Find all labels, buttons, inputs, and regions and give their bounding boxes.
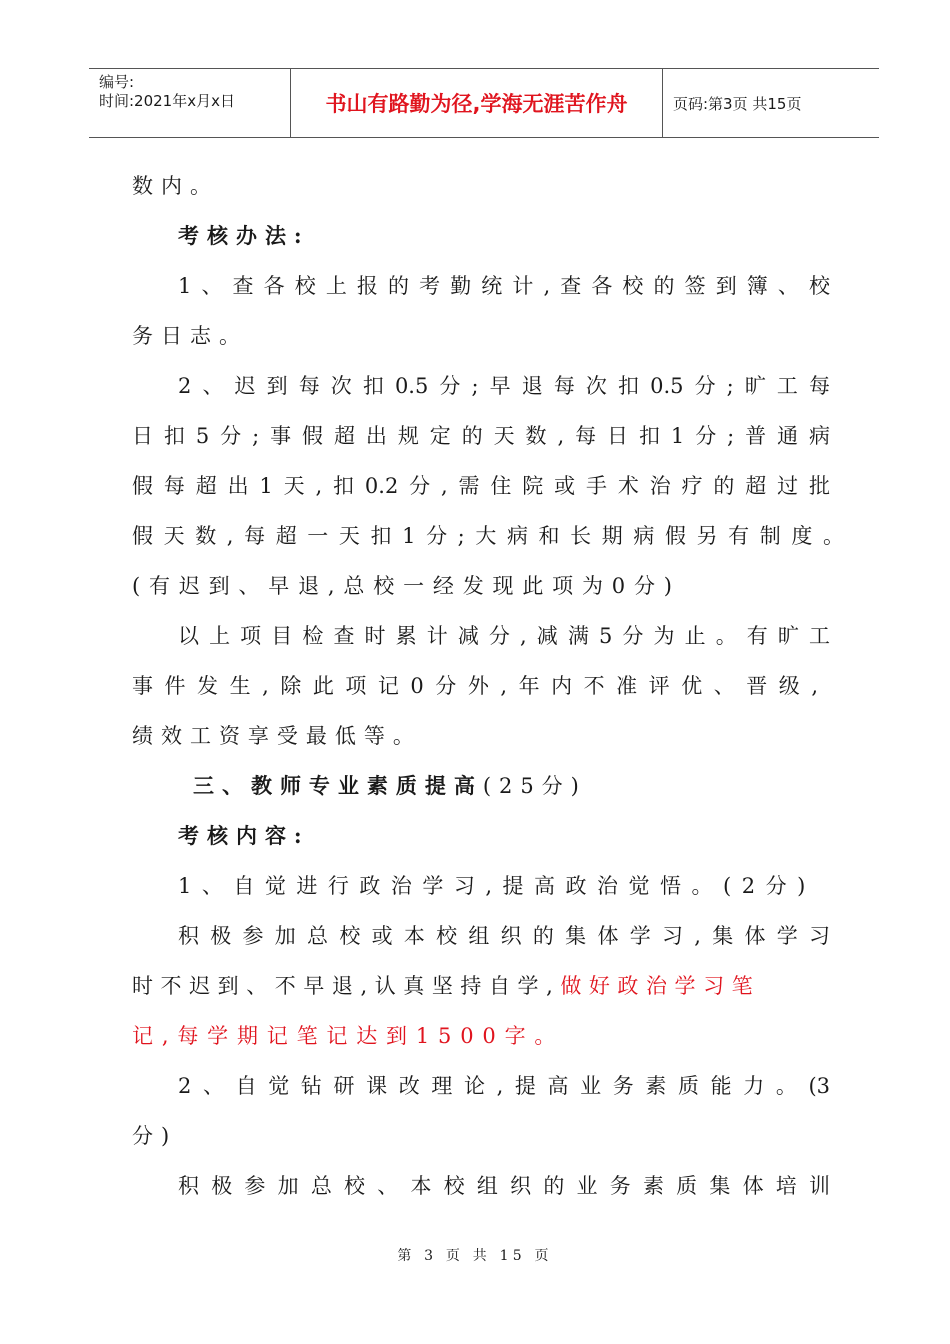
body-line: 数内。 xyxy=(132,174,219,198)
body-line: 积极参加总校或本校组织的集体学习,集体学习 xyxy=(178,924,830,948)
header-page-cell xyxy=(663,69,879,137)
section-title xyxy=(193,771,893,801)
body-line xyxy=(132,971,832,1001)
body-line: 积极参加总校、本校组织的业务素质集体培训 xyxy=(178,1174,830,1198)
body-line: 假每超出1天,扣0.2分,需住院或手术治疗的超过批 xyxy=(132,474,830,498)
page-footer: 第 3 页 共 15 页 xyxy=(397,1248,553,1264)
body-line: 事件发生,除此项记0分外,年内不准评优、晋级, xyxy=(132,674,818,698)
body-line: 1、自觉进行政治学习,提高政治觉悟。(2分) xyxy=(178,874,816,898)
body-line: 假天数,每超一天扣1分;大病和长期病假另有制度。 xyxy=(132,524,844,548)
body-line: (有迟到、早退,总校一经发现此项为0分) xyxy=(132,574,681,598)
body-line: 以上项目检查时累计减分,减满5分为止。有旷工 xyxy=(178,624,830,648)
body-line: 分) xyxy=(132,1124,178,1148)
section-heading: 考核办法: xyxy=(178,223,310,248)
highlighted-line: 记,每学期记笔记达到1500字。 xyxy=(132,1024,565,1048)
section-title-text: 三、教师专业素质提高 xyxy=(193,773,483,798)
body-line: 绩效工资享受最低等。 xyxy=(132,724,422,748)
header-page-label: 页码:第3页 共15页 xyxy=(673,94,802,113)
section-score: (25分) xyxy=(482,774,587,798)
number-label: 编号: xyxy=(99,73,135,91)
body-line: 1、查各校上报的考勤统计,查各校的签到簿、校 xyxy=(178,274,830,298)
header-meta xyxy=(89,69,291,137)
body-line: 2、迟到每次扣0.5分;早退每次扣0.5分;旷工每 xyxy=(178,374,830,398)
body-line: 日扣5分;事假超出规定的天数,每日扣1分;普通病 xyxy=(132,424,830,448)
page-header xyxy=(89,68,879,138)
highlighted-text: 做好政治学习笔 xyxy=(560,974,761,998)
header-motto: 书山有路勤为径,学海无涯苦作舟 xyxy=(325,92,628,116)
time-label: 时间:2021年x月x日 xyxy=(99,92,235,110)
body-line: 2、自觉钻研课改理论,提高业务素质能力。(3 xyxy=(178,1074,830,1098)
header-motto-cell xyxy=(291,69,663,137)
body-line: 务日志。 xyxy=(132,324,248,348)
body-text: 时不迟到、不早退,认真坚持自学, xyxy=(132,974,561,998)
subsection-heading: 考核内容: xyxy=(178,823,310,848)
